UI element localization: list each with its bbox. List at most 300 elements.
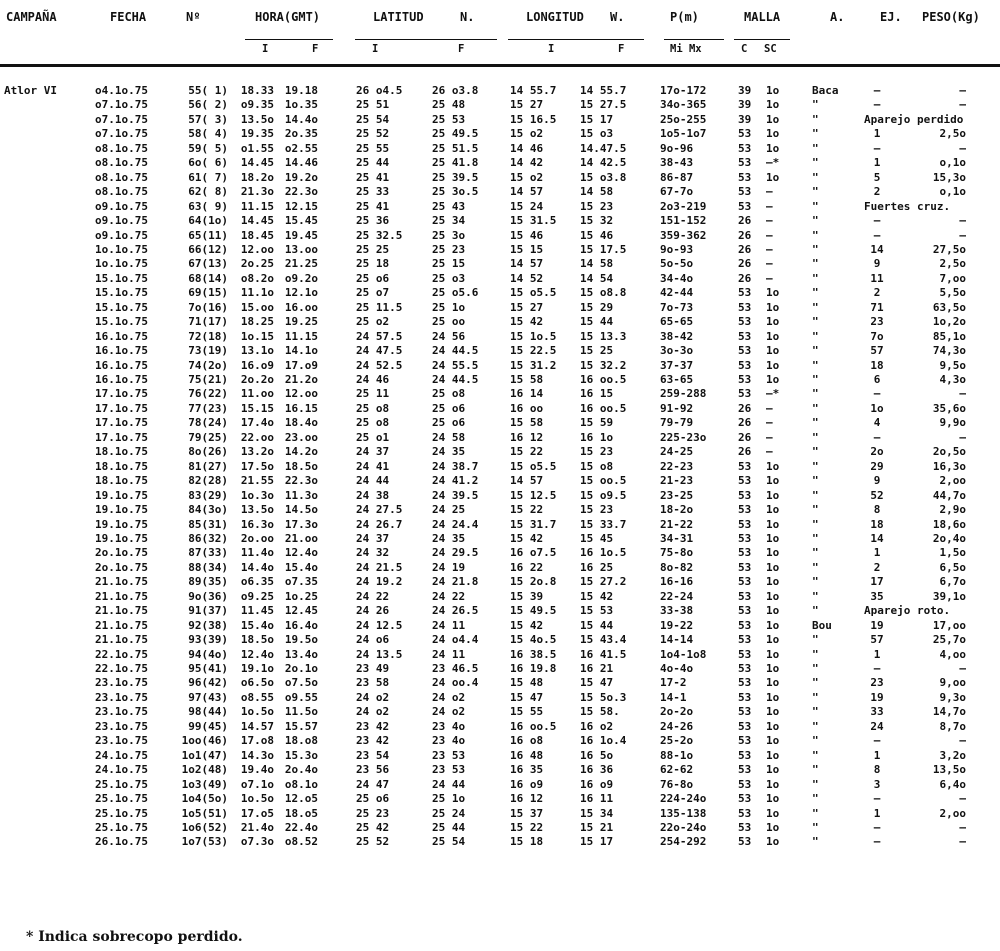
ej-cell: 1	[873, 127, 881, 141]
lon-i-cell: 14 57	[510, 474, 544, 488]
table-row	[0, 98, 1000, 112]
fecha-cell: o9.1o.75	[95, 214, 148, 228]
table-row	[0, 792, 1000, 806]
fecha-cell: 17.1o.75	[95, 416, 148, 430]
lat-f-cell: 24 o2	[432, 690, 466, 704]
peso-cell: —	[959, 792, 966, 806]
lon-f-cell: 15 47	[580, 676, 614, 690]
fecha-cell: 18.1o.75	[95, 474, 148, 488]
malla-sc-cell: 1o	[766, 820, 780, 834]
num-cell: 84(3o)	[188, 503, 228, 517]
lat-i-cell: 25 44	[356, 156, 390, 170]
malla-c-cell: 53	[738, 734, 752, 748]
hora-f-cell: 14.4o	[284, 112, 318, 126]
lon-f-cell: 15 27.2	[580, 575, 627, 589]
peso-cell: 13,5o	[932, 763, 966, 777]
malla-sc-cell: 1o	[766, 647, 780, 661]
a-cell: "	[812, 763, 819, 777]
a-cell: "	[812, 820, 819, 834]
ej-cell: 2	[873, 185, 881, 199]
hora-f-cell: 17.o9	[284, 358, 318, 372]
fecha-cell: 25.1o.75	[95, 777, 148, 791]
ej-cell: —	[873, 835, 881, 849]
hora-f-cell: o8.52	[284, 835, 318, 849]
malla-c-cell: 53	[738, 156, 752, 170]
peso-cell: 27,5o	[932, 242, 966, 256]
lon-f-cell: 15 17	[580, 835, 614, 849]
ej-cell: 2	[873, 286, 881, 300]
lon-i-cell: 16 12	[510, 430, 544, 444]
table-row	[0, 200, 1000, 214]
fecha-cell: 21.1o.75	[95, 618, 148, 632]
num-cell: 67(13)	[188, 257, 228, 271]
lon-f-cell: 14 42.5	[580, 156, 627, 170]
lat-i-cell: 26 o4.5	[356, 84, 403, 97]
table-row	[0, 84, 1000, 98]
lon-f-cell: 15 29	[580, 300, 614, 314]
hora-f-cell: 21.oo	[284, 531, 318, 545]
table-row	[0, 546, 1000, 560]
ej-cell: 9	[873, 474, 881, 488]
hora-f-cell: 14.1o	[284, 344, 318, 358]
hora-f-cell: 2o.35	[284, 127, 318, 141]
p-cell: 1o5-1o7	[660, 127, 707, 141]
subheader-lon-f: F	[618, 43, 625, 55]
fecha-cell: 22.1o.75	[95, 662, 148, 675]
peso-cell: 2,9o	[939, 503, 966, 517]
lon-f-cell: 16 o2	[580, 719, 614, 733]
malla-sc-cell: 1o	[766, 806, 780, 820]
malla-c-cell: 53	[738, 705, 752, 719]
ej-cell: 14	[870, 242, 884, 256]
malla-c-cell: 53	[738, 503, 752, 517]
lat-f-cell: 24 21.8	[432, 575, 479, 589]
a-cell: "	[812, 112, 819, 126]
lon-f-cell: 15 43.4	[580, 633, 627, 647]
fecha-cell: o9.1o.75	[95, 228, 148, 242]
malla-c-cell: 53	[738, 185, 752, 199]
ej-cell: 6	[873, 373, 881, 386]
header-campana: CAMPAÑA	[6, 10, 57, 24]
p-cell: 4o-4o	[660, 662, 694, 675]
ej-cell: —	[873, 214, 881, 228]
fecha-cell: o9.1o.75	[95, 199, 148, 213]
hora-i-cell: o9.25	[240, 589, 274, 603]
a-cell: "	[812, 589, 819, 603]
ej-cell: 1o	[870, 401, 884, 415]
table-row	[0, 315, 1000, 329]
a-cell: "	[812, 647, 819, 661]
lon-i-cell: 14 57	[510, 185, 544, 199]
lon-i-cell: 14 46	[510, 141, 544, 155]
peso-cell: 3,2o	[939, 748, 966, 762]
lon-i-cell: 15 31.2	[510, 358, 557, 372]
lat-i-cell: 23 42	[356, 734, 390, 748]
lon-f-cell: 15 25	[580, 344, 614, 358]
malla-c-cell: 39	[738, 98, 752, 112]
a-cell: "	[812, 662, 819, 675]
a-cell: "	[812, 300, 819, 314]
table-row	[0, 243, 1000, 257]
num-cell: 69(15)	[188, 286, 228, 300]
lon-i-cell: 16 35	[510, 763, 544, 777]
malla-sc-cell: 1o	[766, 141, 780, 155]
lat-f-cell: 24 o2	[432, 705, 466, 719]
header-rule	[0, 64, 1000, 67]
hora-i-cell: o7.3o	[240, 835, 274, 849]
malla-sc-cell: 1o	[766, 344, 780, 358]
hora-i-cell: 11.15	[240, 199, 274, 213]
lat-i-cell: 23 49	[356, 662, 390, 675]
lat-i-cell: 24 44	[356, 474, 390, 488]
ej-cell: 1	[873, 647, 881, 661]
peso-cell: 9,9o	[939, 416, 966, 430]
table-row	[0, 286, 1000, 300]
fecha-cell: 22.1o.75	[95, 647, 148, 661]
malla-sc-cell: —	[766, 228, 773, 242]
lon-f-cell: 16 1o.5	[580, 546, 627, 560]
lon-i-cell: 15 58	[510, 373, 544, 386]
peso-cell: —	[959, 387, 966, 401]
num-cell: 1o2(48)	[181, 763, 228, 777]
lat-i-cell: 24 o2	[356, 690, 390, 704]
lat-f-cell: 24 11	[432, 618, 466, 632]
lon-f-cell: 14 58	[580, 185, 614, 199]
lat-f-cell: 24 o4.4	[432, 633, 479, 647]
lat-f-cell: 24 44.5	[432, 344, 479, 358]
lon-i-cell: 16 o9	[510, 777, 544, 791]
hora-f-cell: o9.2o	[284, 271, 318, 285]
malla-sc-cell: 1o	[766, 127, 780, 141]
table-row	[0, 590, 1000, 604]
a-cell: "	[812, 127, 819, 141]
num-cell: 89(35)	[188, 575, 228, 589]
hora-i-cell: 1o.15	[240, 329, 274, 343]
malla-c-cell: 53	[738, 459, 752, 473]
p-underline	[664, 39, 724, 40]
hora-f-cell: o7.35	[284, 575, 318, 589]
peso-cell: 5,5o	[939, 286, 966, 300]
num-cell: 59( 5)	[188, 141, 228, 155]
hora-f-cell: 19.2o	[284, 170, 318, 184]
lat-f-cell: 23 4o	[432, 734, 466, 748]
lat-f-cell: 23 4o	[432, 719, 466, 733]
hora-i-cell: 18.2o	[240, 170, 274, 184]
lon-i-cell: 16 oo	[510, 401, 544, 415]
malla-sc-cell: —*	[766, 387, 780, 401]
malla-c-cell: 53	[738, 170, 752, 184]
ej-cell: 2o	[870, 445, 884, 459]
malla-c-cell: 53	[738, 517, 752, 531]
lat-i-cell: 24 12.5	[356, 618, 403, 632]
lon-i-cell: 15 39	[510, 589, 544, 603]
fecha-cell: 23.1o.75	[95, 734, 148, 748]
table-row	[0, 720, 1000, 734]
lat-i-cell: 24 26	[356, 604, 390, 618]
malla-c-cell: 53	[738, 286, 752, 300]
a-cell: "	[812, 329, 819, 343]
a-cell: "	[812, 575, 819, 589]
num-cell: 62( 8)	[188, 185, 228, 199]
lon-i-cell: 15 o5.5	[510, 459, 557, 473]
num-cell: 65(11)	[188, 228, 228, 242]
fecha-cell: 26.1o.75	[95, 835, 148, 849]
malla-sc-cell: 1o	[766, 633, 780, 647]
lat-i-cell: 24 26.7	[356, 517, 403, 531]
hora-f-cell: 2o.1o	[284, 662, 318, 675]
p-cell: 25o-255	[660, 112, 707, 126]
hora-i-cell: 2o.25	[240, 257, 274, 271]
fecha-cell: 2o.1o.75	[95, 560, 148, 574]
num-cell: 72(18)	[188, 329, 228, 343]
ej-cell: 8	[873, 503, 881, 517]
hora-f-cell: o8.1o	[284, 777, 318, 791]
ej-cell: 9	[873, 257, 881, 271]
num-cell: 87(33)	[188, 546, 228, 560]
lon-f-cell: 15 32.2	[580, 358, 627, 372]
lon-f-cell: 16 oo.5	[580, 401, 627, 415]
header-malla: MALLA	[744, 10, 781, 24]
table-row	[0, 359, 1000, 373]
malla-sc-cell: —	[766, 214, 773, 228]
lon-i-cell: 15 22.5	[510, 344, 557, 358]
malla-sc-cell: 1o	[766, 560, 780, 574]
header-hora: HORA(GMT)	[255, 10, 321, 24]
table-row	[0, 445, 1000, 459]
lat-f-cell: 23 53	[432, 748, 466, 762]
a-cell: "	[812, 503, 819, 517]
p-cell: 65-65	[660, 315, 694, 329]
table-row	[0, 604, 1000, 618]
lon-f-cell: 15 44	[580, 315, 614, 329]
fecha-cell: 21.1o.75	[95, 633, 148, 647]
peso-cell: 39,1o	[932, 589, 966, 603]
lon-f-cell: 15 o8	[580, 459, 614, 473]
hora-f-cell: 14.46	[284, 156, 318, 170]
peso-cell: 9,5o	[939, 358, 966, 372]
ej-cell: 17	[870, 575, 884, 589]
lon-i-cell: 15 22	[510, 445, 544, 459]
peso-cell: 74,3o	[932, 344, 966, 358]
lat-f-cell: 25 48	[432, 98, 466, 112]
fecha-cell: 17.1o.75	[95, 387, 148, 401]
a-cell: "	[812, 214, 819, 228]
a-cell: "	[812, 387, 819, 401]
ej-cell: 24	[870, 719, 884, 733]
num-cell: 97(43)	[188, 690, 228, 704]
lon-f-cell: 15 44	[580, 618, 614, 632]
table-row	[0, 575, 1000, 589]
hora-f-cell: o2.55	[284, 141, 318, 155]
hora-f-cell: 18.o8	[284, 734, 318, 748]
malla-c-cell: 53	[738, 474, 752, 488]
lat-f-cell: 24 29.5	[432, 546, 479, 560]
ej-cell: 23	[870, 676, 884, 690]
num-cell: 1o4(5o)	[181, 792, 228, 806]
p-cell: 7o-73	[660, 300, 694, 314]
lon-f-cell: 16 1o	[580, 430, 614, 444]
lon-f-cell: 15 17	[580, 112, 614, 126]
table-row	[0, 503, 1000, 517]
malla-c-cell: 26	[738, 445, 752, 459]
a-cell: "	[812, 546, 819, 560]
a-cell: "	[812, 257, 819, 271]
lat-f-cell: 25 o6	[432, 416, 466, 430]
malla-c-cell: 53	[738, 531, 752, 545]
p-cell: 151-152	[660, 214, 707, 228]
p-cell: 88-1o	[660, 748, 694, 762]
num-cell: 95(41)	[188, 662, 228, 675]
lon-f-cell: 15 34	[580, 806, 614, 820]
p-cell: 2o-2o	[660, 705, 694, 719]
p-cell: 14-14	[660, 633, 694, 647]
table-row	[0, 402, 1000, 416]
table-row	[0, 373, 1000, 387]
a-cell: "	[812, 141, 819, 155]
num-cell: 1o7(53)	[181, 835, 228, 849]
a-cell: "	[812, 560, 819, 574]
malla-c-cell: 53	[738, 344, 752, 358]
header-latitud: LATITUD	[373, 10, 424, 24]
p-cell: 63-65	[660, 373, 694, 386]
hora-i-cell: 15.15	[240, 401, 274, 415]
peso-cell: 17,oo	[932, 618, 966, 632]
lon-f-cell: 16 25	[580, 560, 614, 574]
lon-i-cell: 15 42	[510, 315, 544, 329]
num-cell: 8o(26)	[188, 445, 228, 459]
hora-i-cell: 21.55	[240, 474, 274, 488]
p-cell: 3o-3o	[660, 344, 694, 358]
table-row	[0, 705, 1000, 719]
hora-f-cell: 19.45	[284, 228, 318, 242]
num-cell: 86(32)	[188, 531, 228, 545]
a-cell: "	[812, 806, 819, 820]
num-cell: 81(27)	[188, 459, 228, 473]
malla-sc-cell: 1o	[766, 286, 780, 300]
p-cell: 22-24	[660, 589, 694, 603]
malla-sc-cell: 1o	[766, 358, 780, 372]
lon-i-cell: 14 55.7	[510, 84, 557, 97]
lat-f-cell: 25 24	[432, 806, 466, 820]
num-cell: 7o(16)	[188, 300, 228, 314]
fecha-cell: 1o.1o.75	[95, 242, 148, 256]
p-cell: 23-25	[660, 488, 694, 502]
lon-f-cell: 16 1o.4	[580, 734, 627, 748]
p-cell: 224-24o	[660, 792, 707, 806]
a-cell: "	[812, 228, 819, 242]
hora-f-cell: 12.4o	[284, 546, 318, 560]
lon-i-cell: 15 22	[510, 503, 544, 517]
ej-cell: 29	[870, 459, 884, 473]
a-cell: "	[812, 98, 819, 112]
lon-f-cell: 14 55.7	[580, 84, 627, 97]
lon-i-cell: 15 55	[510, 705, 544, 719]
a-cell: Bou	[812, 618, 832, 632]
hora-i-cell: o8.55	[240, 690, 274, 704]
p-cell: 24-26	[660, 719, 694, 733]
malla-sc-cell: 1o	[766, 503, 780, 517]
subheader-malla-c: C	[741, 43, 748, 55]
header-num: Nº	[186, 10, 201, 24]
lat-f-cell: 24 39.5	[432, 488, 479, 502]
p-cell: 17-2	[660, 676, 687, 690]
lat-i-cell: 24 47	[356, 777, 390, 791]
lon-f-cell: 15 59	[580, 416, 614, 430]
subheader-hora-i: I	[262, 43, 269, 55]
p-cell: 22-23	[660, 459, 694, 473]
peso-cell: o,1o	[939, 185, 966, 199]
table-row	[0, 619, 1000, 633]
lat-f-cell: 25 o5.6	[432, 286, 479, 300]
lat-f-cell: 25 39.5	[432, 170, 479, 184]
num-cell: 78(24)	[188, 416, 228, 430]
hora-f-cell: 18.o5	[284, 806, 318, 820]
lon-i-cell: 15 46	[510, 228, 544, 242]
lat-f-cell: 25 15	[432, 257, 466, 271]
malla-sc-cell: —	[766, 445, 773, 459]
lon-i-cell: 15 4o.5	[510, 633, 557, 647]
malla-c-cell: 53	[738, 329, 752, 343]
fecha-cell: 17.1o.75	[95, 401, 148, 415]
table-row	[0, 214, 1000, 228]
peso-cell: 6,7o	[939, 575, 966, 589]
lat-f-cell: 25 oo	[432, 315, 466, 329]
hora-i-cell: 13.5o	[240, 503, 274, 517]
malla-sc-cell: 1o	[766, 705, 780, 719]
fecha-cell: 24.1o.75	[95, 748, 148, 762]
malla-sc-cell: —	[766, 401, 773, 415]
lat-i-cell: 25 42	[356, 820, 390, 834]
lat-i-cell: 24 57.5	[356, 329, 403, 343]
fecha-cell: 23.1o.75	[95, 705, 148, 719]
malla-sc-cell: —	[766, 257, 773, 271]
ej-cell: 2	[873, 560, 881, 574]
lat-f-cell: 24 44	[432, 777, 466, 791]
malla-c-cell: 53	[738, 373, 752, 386]
malla-sc-cell: 1o	[766, 329, 780, 343]
lat-f-cell: 24 19	[432, 560, 466, 574]
peso-cell: 2o,4o	[932, 531, 966, 545]
a-cell: "	[812, 242, 819, 256]
lon-i-cell: 16 o7.5	[510, 546, 557, 560]
peso-cell: —	[959, 430, 966, 444]
p-cell: 8o-82	[660, 560, 694, 574]
footnote: * Indica sobrecopo perdido.	[26, 929, 243, 945]
lon-i-cell: 14 42	[510, 156, 544, 170]
p-cell: 86-87	[660, 170, 694, 184]
lon-f-cell: 16 36	[580, 763, 614, 777]
malla-sc-cell: 1o	[766, 84, 780, 97]
lat-f-cell: 24 24.4	[432, 517, 479, 531]
p-cell: 75-8o	[660, 546, 694, 560]
malla-c-cell: 53	[738, 719, 752, 733]
hora-f-cell: 12.45	[284, 604, 318, 618]
table-row	[0, 330, 1000, 344]
ej-cell: 8	[873, 763, 881, 777]
hora-i-cell: o9.35	[240, 98, 274, 112]
hora-f-cell: 16.4o	[284, 618, 318, 632]
lon-f-cell: 15 23	[580, 503, 614, 517]
fecha-cell: 25.1o.75	[95, 806, 148, 820]
lat-i-cell: 24 37	[356, 445, 390, 459]
ej-cell: —	[873, 820, 881, 834]
fecha-cell: 25.1o.75	[95, 820, 148, 834]
lat-f-cell: 26 o3.8	[432, 84, 479, 97]
lon-f-cell: 15 o3	[580, 127, 614, 141]
ej-cell: 71	[870, 300, 884, 314]
malla-c-cell: 53	[738, 546, 752, 560]
lat-i-cell: 24 32	[356, 546, 390, 560]
